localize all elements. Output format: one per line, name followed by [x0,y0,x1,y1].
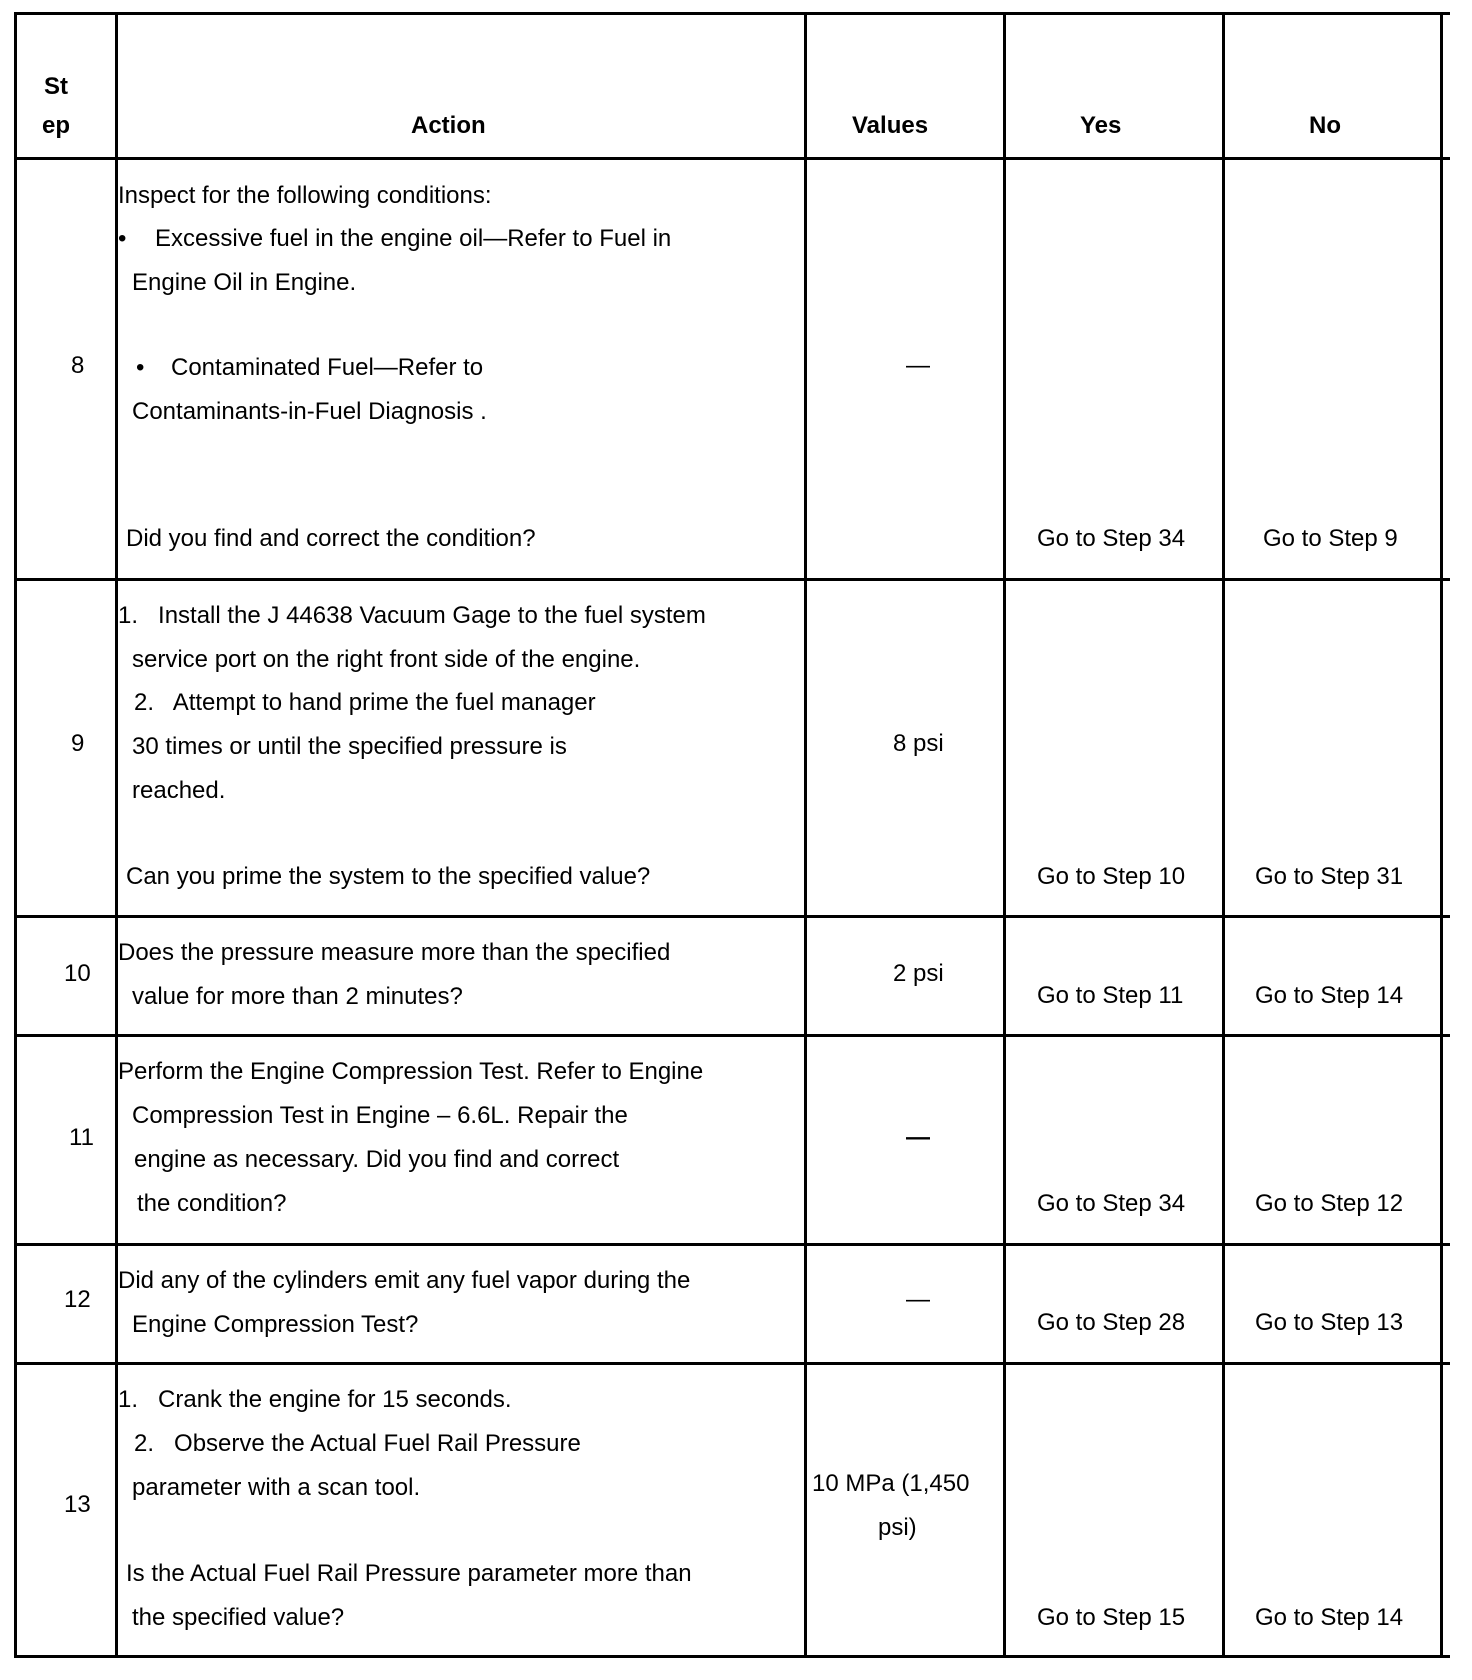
action-question: Is the Actual Fuel Rail Pressure parameter more than [126,1560,692,1587]
value-cell-line: psi) [878,1514,917,1541]
table-border-bottom [14,1655,1450,1658]
action-line: Does the pressure measure more than the specified [118,939,671,966]
action-line: Contaminated Fuel—Refer to [171,354,484,381]
table-border-left [14,12,17,1658]
value-cell: — [906,1124,930,1151]
table-border-top [14,12,1450,15]
no-cell: Go to Step 13 [1255,1309,1404,1336]
yes-cell: Go to Step 10 [1037,863,1186,890]
action-line: 1. Install the J 44638 Vacuum Gage to the fuel system [118,602,706,629]
bullet: • [136,354,145,381]
value-cell: 2 psi [893,960,944,987]
no-cell: Go to Step 14 [1255,982,1404,1009]
value-cell: — [906,352,930,379]
yes-cell: Go to Step 11 [1037,982,1184,1009]
column-divider [804,12,807,1658]
action-line: 30 times or until the specified pressure is [132,733,567,760]
column-divider [1222,12,1225,1658]
yes-cell: Go to Step 28 [1037,1309,1186,1336]
step-number: 12 [64,1286,91,1313]
step-number: 13 [64,1491,91,1518]
header-action: Action [411,112,486,139]
header-no: No [1309,112,1341,139]
action-line: Contaminants-in-Fuel Diagnosis . [132,398,487,425]
yes-cell: Go to Step 34 [1037,1190,1186,1217]
action-line: Did any of the cylinders emit any fuel vapor during the [118,1267,691,1294]
header-values: Values [852,112,929,139]
action-line: Excessive fuel in the engine oil—Refer to Fuel in [155,225,672,252]
row-divider [14,578,1450,581]
action-line: 1. Crank the engine for 15 seconds. [118,1386,512,1413]
value-cell: 8 psi [893,730,944,757]
action-line: Inspect for the following conditions: [118,182,492,209]
no-cell: Go to Step 14 [1255,1604,1404,1631]
no-cell: Go to Step 12 [1255,1190,1404,1217]
action-line: service port on the right front side of the engine. [132,646,641,673]
step-number: 9 [71,730,85,757]
header-step-line1: St [44,73,68,100]
bullet: • [118,225,127,252]
action-line: engine as necessary. Did you find and correct [134,1146,620,1173]
action-line: Perform the Engine Compression Test. Refer to Engine [118,1058,704,1085]
action-line: Engine Oil in Engine. [132,269,357,296]
row-divider [14,1362,1450,1365]
action-line: 2. Attempt to hand prime the fuel manager [134,689,596,716]
step-number: 10 [64,960,91,987]
value-cell-line: 10 MPa (1,450 [812,1470,970,1497]
no-cell: Go to Step 9 [1263,525,1398,552]
yes-cell: Go to Step 15 [1037,1604,1186,1631]
step-number: 8 [71,352,85,379]
action-line: the condition? [137,1190,287,1217]
row-divider [14,1034,1450,1037]
action-line: value for more than 2 minutes? [132,983,463,1010]
action-line: Compression Test in Engine – 6.6L. Repair the [132,1102,628,1129]
no-cell: Go to Step 31 [1255,863,1404,890]
table-border-right [1440,12,1443,1658]
header-step-line2: ep [42,112,71,139]
step-number: 11 [69,1124,94,1151]
yes-cell: Go to Step 34 [1037,525,1186,552]
column-divider [1003,12,1006,1658]
action-line: reached. [132,777,226,804]
action-line: the specified value? [132,1604,345,1631]
header-divider [14,157,1450,160]
action-question: Did you find and correct the condition? [126,525,536,552]
action-question: Can you prime the system to the specified value? [126,863,651,890]
header-yes: Yes [1080,112,1122,139]
row-divider [14,1243,1450,1246]
action-line: parameter with a scan tool. [132,1474,421,1501]
row-divider [14,915,1450,918]
action-line: Engine Compression Test? [132,1311,419,1338]
value-cell: — [906,1286,930,1313]
action-line: 2. Observe the Actual Fuel Rail Pressure [134,1430,581,1457]
